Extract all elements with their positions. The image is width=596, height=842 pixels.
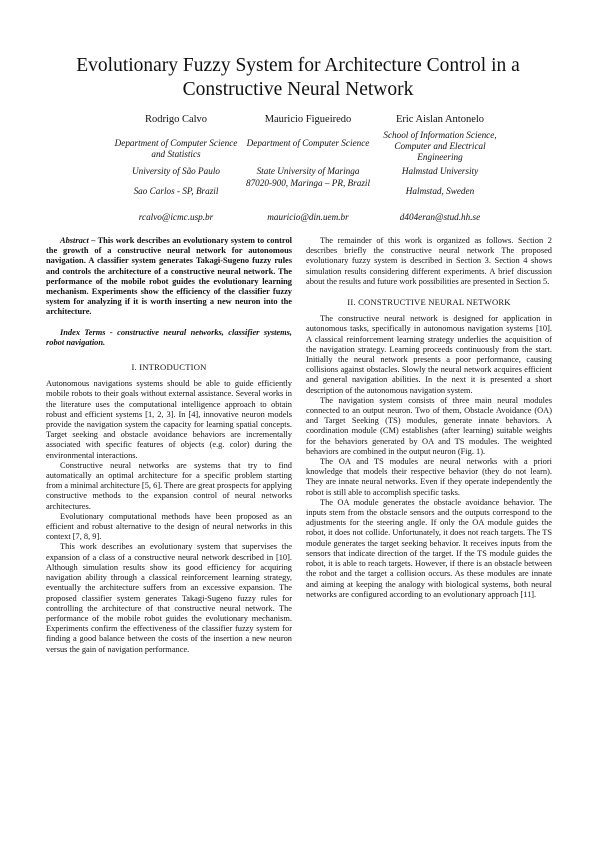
paragraph: Constructive neural networks are systems that try to find automatically an optimal architecture for a specific problem starting from a minimal architecture [5, 6]. There are great prospects for applying constructive methods to the expansion control of neural networks architectures. [46, 460, 292, 511]
author-department: Department of Computer Science and Statistics [114, 138, 238, 159]
author-email: mauricio@din.uem.br [267, 212, 349, 222]
paragraph: The navigation system consists of three main neural modules connected to an output neuron. Two of them, Obstacle Avoidance (OA) and Target Seeking (TS) modules, generate innate behaviors. A coordination module (CM) establishes (after learning) suitable weights for the behaviors generated by OA and TS modules. The weighted behaviors are combined in the output neuron (Fig. 1). [306, 395, 552, 456]
paragraph: The remainder of this work is organized as follows. Section 2 describes briefly the constructive neural network The proposed evolutionary fuzzy system is described in Section 3. Section 4 shows simulation results considering different experiments. A brief discussion about the results and future work possibilities are presented in Section 5. [306, 236, 552, 286]
index-terms: Index Terms - constructive neural networks, classifier systems, robot navigation. [46, 327, 292, 347]
author-university: State University of Maringa [256, 166, 360, 176]
author-name: Eric Aislan Antonelo [395, 114, 485, 125]
right-column [306, 236, 552, 600]
author-email-row [110, 212, 506, 224]
author-university-row [110, 166, 506, 178]
author-university: Halmstad University [401, 166, 479, 176]
paragraph: This work describes an evolutionary system that supervises the expansion of a class of a constructive neural network described in [10]. Although simulation results show its good efficiency for acquiring navigation ability through a classical reinforcement learning strategy, eventually the architecture suffers from an excessive expansion. The proposed classifier system generates Takagi-Sugeno fuzzy rules for controlling the architecture of that constructive neural network. The performance of the mobile robot guides the evolutionary mechanism. Experiments confirm the effectiveness of the classifier fuzzy system for finding a good balance between the costs of the insertion a new neuron versus the gain of navigation performance. [46, 542, 292, 654]
author-department: Department of Computer Science [246, 138, 370, 148]
paragraph: Autonomous navigations systems should be able to guide efficiently mobile robots to their goals without external assistance. Several works in the literature uses the computational intelligence approach to obtain robust and efficient systems [1, 2, 3]. In [4], innovative neuron models provide the navigation system the capacity for learning spatial concepts. Target seeking and obstacle avoidance behaviors are incrementally associated with specific features of objects (e.g. color) during the environmental interactions. [46, 379, 292, 460]
section-heading: I. INTRODUCTION [131, 362, 207, 373]
author-block [110, 114, 506, 224]
author-department: School of Information Science, Computer and Electrical Engineering [383, 130, 497, 162]
author-name: Rodrigo Calvo [144, 114, 208, 125]
author-city: Sao Carlos - SP, Brazil [133, 186, 219, 196]
author-city: 87020-900, Maringa – PR, Brazil [245, 178, 371, 188]
author-email: rcalvo@icmc.usp.br [138, 212, 214, 222]
paragraph: Evolutionary computational methods have been proposed as an efficient and robust alternative to the design of neural networks in this context [7, 8, 9]. [46, 511, 292, 542]
author-email: d404eran@stud.hh.se [399, 212, 481, 222]
section-heading: II. CONSTRUCTIVE NEURAL NETWORK [347, 297, 511, 308]
author-names-row [110, 114, 506, 130]
paragraph: The OA module generates the obstacle avoidance behavior. The inputs stem from the obstacle sensors and the outputs correspond to the adjustments for the steering angle. If only the OA module guides the robot, it does not collide. Unfortunately, it does not reach targets. The TS module generates the target seeking behavior. It receives inputs from the sensors that indicate direction of the target. If the TS module guides the robot, it is able to reach targets. However, if there is an obstacle between the robot and the target a collision occurs. As these modules are innate and aiming at keeping the analogy with biological systems, both neural networks are configured according to an evolutionary approach [11]. [306, 497, 552, 599]
author-university: University of São Paulo [131, 166, 221, 176]
abstract [46, 236, 292, 318]
left-column [46, 236, 292, 655]
author-city: Halmstad, Sweden [405, 186, 475, 196]
paper-title: Evolutionary Fuzzy System for Architecture Control in a Constructive Neural Network [76, 55, 520, 100]
author-department-row [110, 130, 506, 166]
author-city-row [110, 178, 506, 212]
paragraph: The OA and TS modules are neural networks with a priori knowledge that models their respective behavior (they do not learn). They are innate neural networks. Even if they operate independently the robot is still able to accomplish specific tasks. [306, 457, 552, 497]
abstract-label: Abstract – [60, 236, 96, 245]
paragraph: The constructive neural network is designed for application in autonomous tasks, specifically in autonomous navigation systems [10]. A classical reinforcement learning strategy underlies the acquisition of the navigation strategy. Learning proceeds continuously from the start. Initially the neural network presents a poor performance, causing collisions against obstacles. Slowly the neural network acquires efficient and general navigation abilities. In the next it is presented a short description of the autonomous navigation system. [306, 314, 552, 395]
author-name: Mauricio Figueiredo [264, 114, 352, 125]
abstract-text: This work describes an evolutionary system to control the growth of a constructive neural network for autonomous navigation. A classifier system generates Takagi-Sugeno fuzzy rules and controls the architecture of a constructive neural network. The performance of the mobile robot guides the evolutionary learning mechanism. Experiments show the efficiency of the classifier fuzzy system for analyzing if it is worth inserting a new neuron into the architecture. [46, 236, 293, 317]
